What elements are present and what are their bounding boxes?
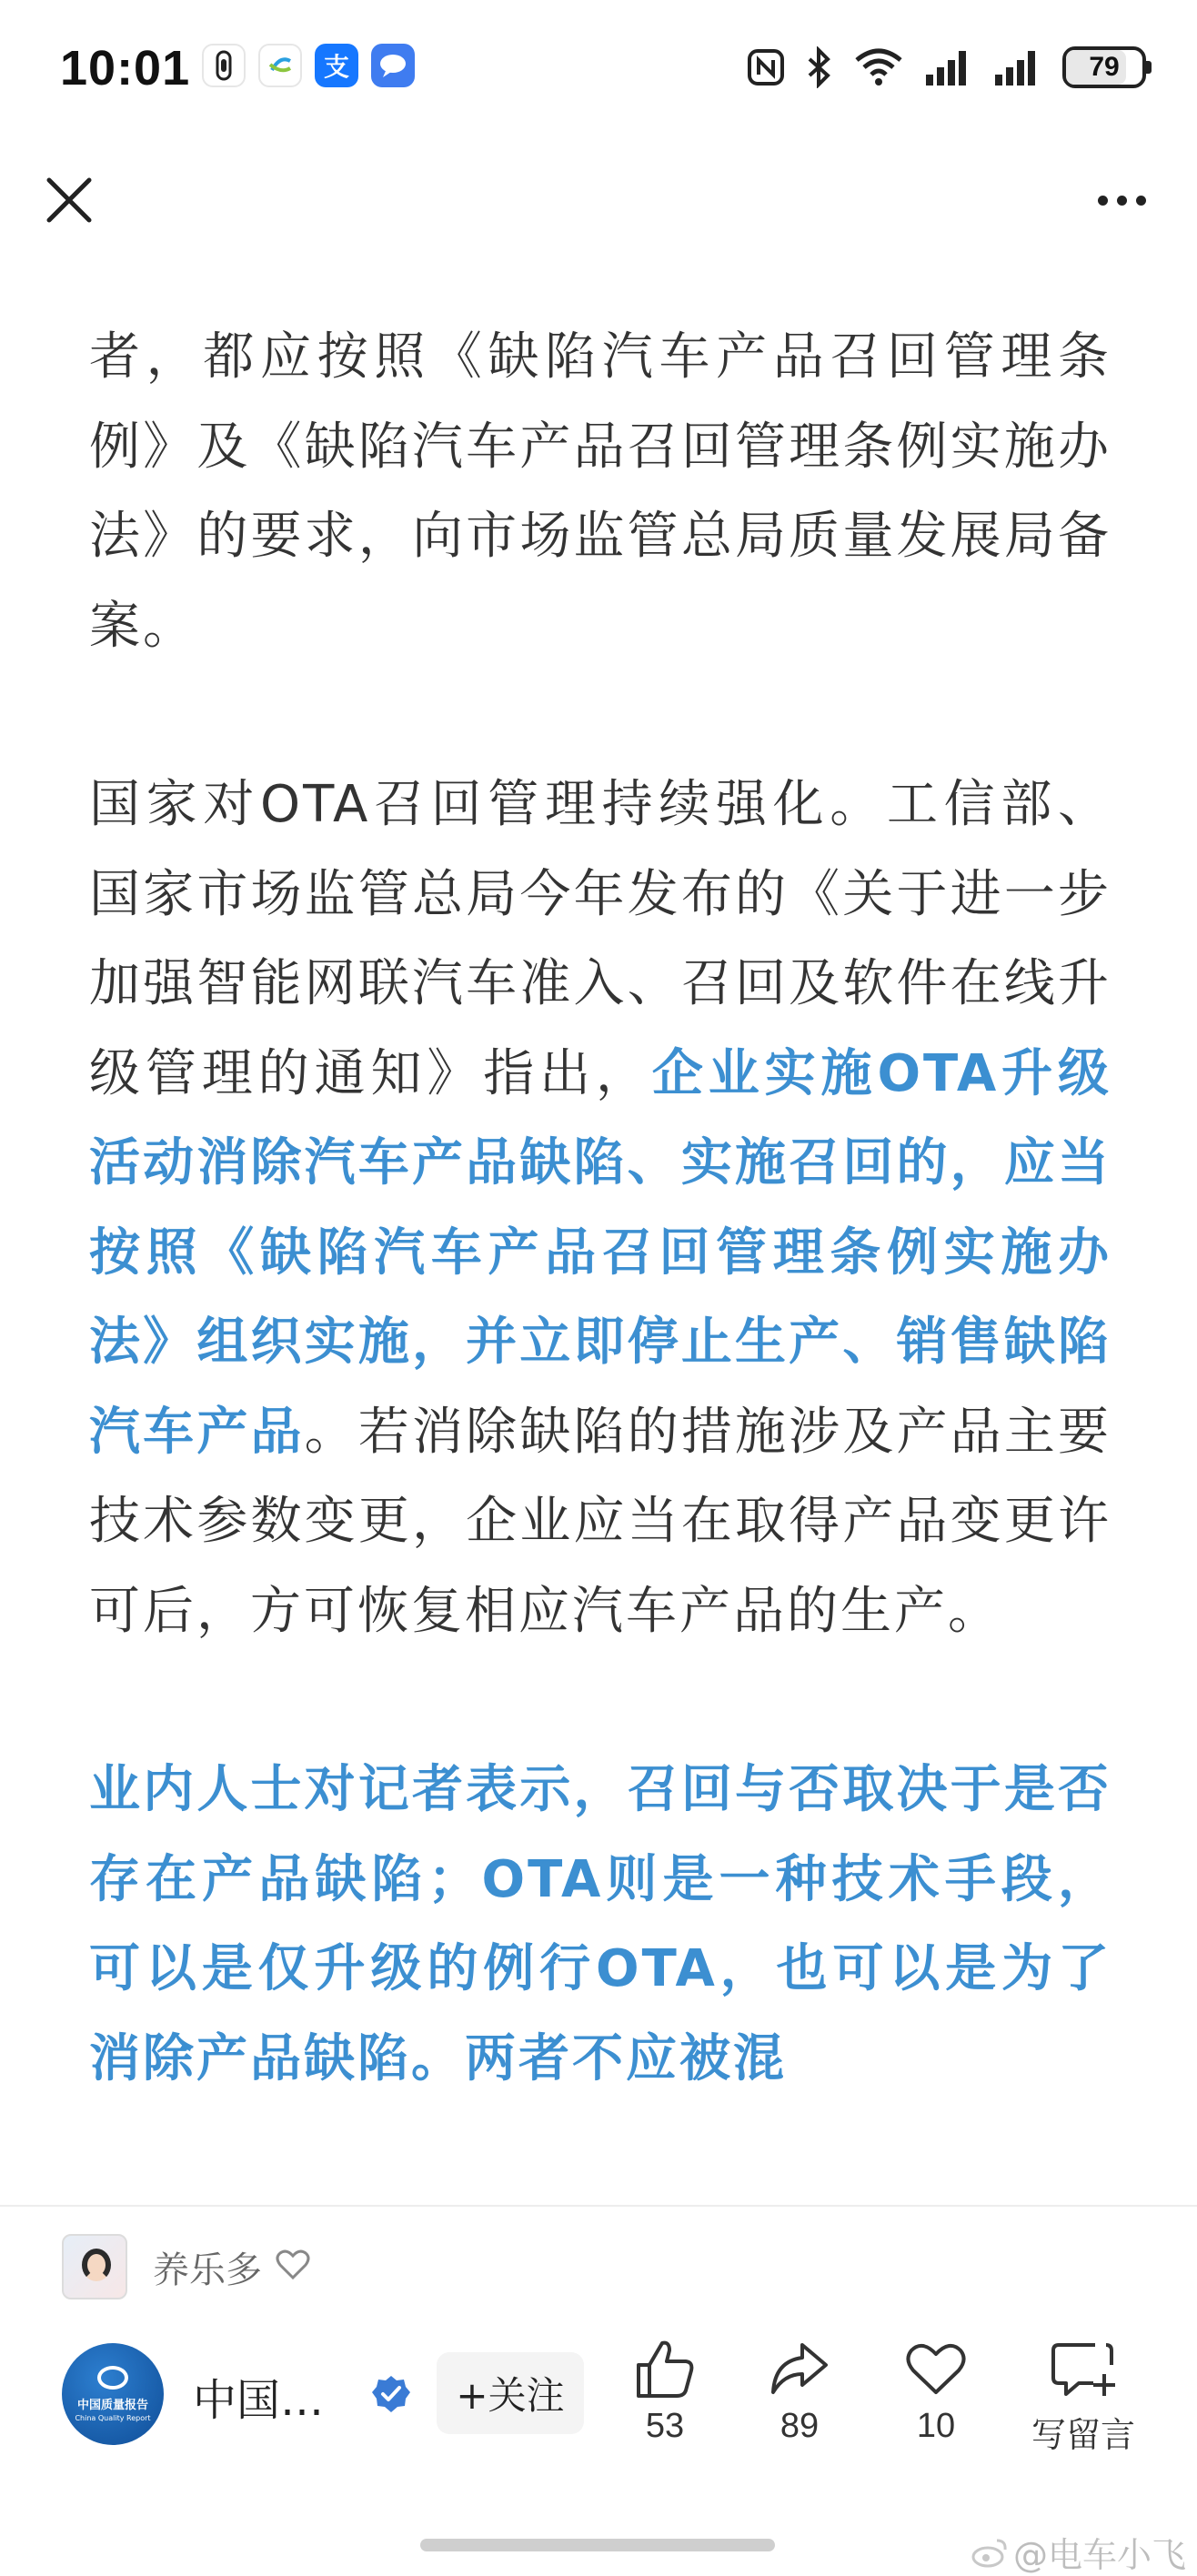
- china-mobile-icon: [258, 44, 302, 87]
- thumbs-up-icon: [633, 2338, 697, 2400]
- comment-action[interactable]: [1015, 2338, 1152, 2457]
- heart-outline-icon[interactable]: [275, 2249, 311, 2285]
- publisher-avatar[interactable]: [62, 2343, 164, 2445]
- share-action[interactable]: [740, 2338, 859, 2446]
- alipay-icon: 支: [315, 44, 358, 87]
- more-icon-dot: [1117, 196, 1127, 206]
- watermark: [971, 2527, 1186, 2576]
- article-paragraph-1: [89, 313, 1112, 671]
- favorite-count: 10: [916, 2407, 956, 2445]
- home-indicator[interactable]: [420, 2539, 775, 2551]
- nav-bar: [0, 146, 1197, 246]
- comment-add-icon: [1050, 2338, 1117, 2400]
- app-icon-a: [202, 44, 246, 87]
- status-time: 10:01: [60, 41, 191, 96]
- battery-level-text: 79: [1089, 52, 1120, 82]
- nfc-icon: [746, 47, 786, 87]
- signal-icon-2: [993, 49, 1042, 86]
- like-count: 53: [645, 2407, 685, 2445]
- battery-indicator: [1062, 46, 1146, 88]
- publisher-logo-text: 中国质量报告: [76, 2399, 148, 2412]
- follow-button[interactable]: +关注: [437, 2352, 584, 2434]
- article-paragraph-3: [89, 1746, 1112, 2104]
- verified-badge-icon: [371, 2374, 411, 2418]
- bottom-divider: [0, 2205, 1197, 2207]
- author-row[interactable]: [62, 2230, 311, 2303]
- publisher-logo-icon: [97, 2366, 128, 2390]
- action-bar: [0, 2338, 1197, 2465]
- publisher-logo-sub: China Quality Report: [75, 2414, 151, 2422]
- article-text: 者，都应按照《缺陷汽车产品召回管理条例》及《缺陷汽车产品召回管理条例实施办法》的要求，向市场监管总局质量发展局备案。: [89, 327, 1112, 656]
- more-icon-dot: [1136, 196, 1146, 206]
- system-icons: [746, 44, 1146, 91]
- message-icon: [371, 44, 415, 87]
- watermark-text: @电车小飞: [1012, 2535, 1186, 2575]
- publisher-name[interactable]: 中国…: [193, 2375, 325, 2426]
- author-avatar[interactable]: [62, 2234, 127, 2299]
- like-action[interactable]: [606, 2338, 724, 2446]
- signal-icon-1: [924, 49, 973, 86]
- article-text: 。若消除缺陷的措施涉及产品主要技术参数变更，企业应当在取得产品变更许可后，方可恢复相应汽车产品的生产。: [89, 1402, 1112, 1641]
- close-button[interactable]: [35, 166, 104, 235]
- article-text: 国家对OTA召回管理持续强化。工信部、国家市场监管总局今年发布的《关于进一步加强智能网联汽车准入、召回及软件在线升级管理的通知》指出，: [89, 775, 1112, 1103]
- share-icon: [768, 2338, 831, 2400]
- close-icon: [44, 175, 95, 226]
- notification-icons: [202, 44, 415, 87]
- favorite-action[interactable]: [877, 2338, 995, 2446]
- more-button[interactable]: [1081, 166, 1162, 235]
- weibo-icon: [971, 2537, 1008, 2568]
- heart-icon: [904, 2338, 968, 2400]
- comment-label: 写留言: [1031, 2415, 1135, 2455]
- article-highlight: 业内人士对记者表示，召回与否取决于是否存在产品缺陷；OTA则是一种技术手段，可以是仅升级的例行OTA，也可以是为了消除产品缺陷。两者不应被混: [89, 1760, 1112, 2088]
- share-count: 89: [780, 2407, 820, 2445]
- more-icon: [1098, 196, 1108, 206]
- wifi-icon: [853, 47, 904, 87]
- article-paragraph-2: [89, 760, 1112, 1656]
- status-bar: [0, 0, 1197, 136]
- article-highlight: 企业实施OTA升级活动消除汽车产品缺陷、实施召回的，应当按照《缺陷汽车产品召回管理条例实施办法》组织实施，并立即停止生产、销售缺陷汽车产品: [89, 1043, 1112, 1462]
- author-name[interactable]: 养乐多: [153, 2249, 262, 2291]
- avatar-face: [82, 2249, 111, 2281]
- article-body: [89, 244, 1112, 2199]
- bluetooth-icon: [806, 46, 833, 88]
